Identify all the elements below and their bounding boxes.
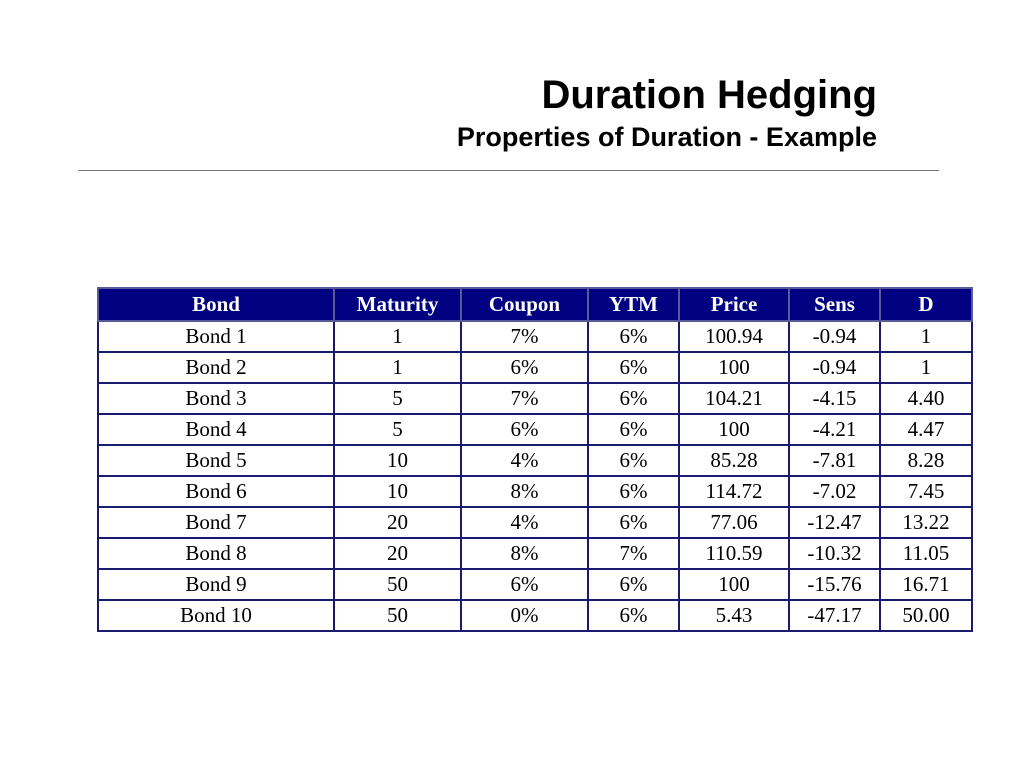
cell-duration: 4.47 — [880, 414, 972, 445]
cell-duration: 7.45 — [880, 476, 972, 507]
cell-ytm: 6% — [588, 507, 679, 538]
table-row — [98, 352, 972, 383]
cell-price: 5.43 — [679, 600, 789, 631]
cell-sens: -0.94 — [789, 321, 880, 352]
cell-coupon: 6% — [461, 414, 588, 445]
header-coupon: Coupon — [461, 288, 588, 321]
table-row — [98, 538, 972, 569]
header-price: Price — [679, 288, 789, 321]
cell-duration: 1 — [880, 321, 972, 352]
header-bond: Bond — [98, 288, 334, 321]
table-row — [98, 445, 972, 476]
cell-sens: -47.17 — [789, 600, 880, 631]
header-row — [98, 288, 972, 321]
header-duration: D — [880, 288, 972, 321]
cell-coupon: 7% — [461, 383, 588, 414]
cell-sens: -4.21 — [789, 414, 880, 445]
cell-maturity: 10 — [334, 445, 461, 476]
cell-sens: -12.47 — [789, 507, 880, 538]
cell-price: 114.72 — [679, 476, 789, 507]
cell-price: 110.59 — [679, 538, 789, 569]
cell-price: 77.06 — [679, 507, 789, 538]
cell-bond: Bond 9 — [98, 569, 334, 600]
cell-sens: -7.81 — [789, 445, 880, 476]
cell-coupon: 4% — [461, 445, 588, 476]
table-row — [98, 414, 972, 445]
cell-price: 100 — [679, 569, 789, 600]
cell-maturity: 20 — [334, 538, 461, 569]
cell-coupon: 7% — [461, 321, 588, 352]
slide-title: Duration Hedging — [541, 73, 877, 117]
cell-price: 85.28 — [679, 445, 789, 476]
cell-ytm: 6% — [588, 600, 679, 631]
cell-maturity: 1 — [334, 321, 461, 352]
cell-bond: Bond 10 — [98, 600, 334, 631]
table-body — [98, 321, 972, 631]
cell-ytm: 6% — [588, 476, 679, 507]
cell-bond: Bond 5 — [98, 445, 334, 476]
cell-ytm: 7% — [588, 538, 679, 569]
cell-duration: 16.71 — [880, 569, 972, 600]
cell-maturity: 50 — [334, 569, 461, 600]
cell-price: 100 — [679, 352, 789, 383]
cell-ytm: 6% — [588, 569, 679, 600]
slide-subtitle: Properties of Duration - Example — [456, 122, 877, 152]
cell-price: 100.94 — [679, 321, 789, 352]
cell-coupon: 8% — [461, 476, 588, 507]
cell-duration: 4.40 — [880, 383, 972, 414]
cell-bond: Bond 2 — [98, 352, 334, 383]
cell-bond: Bond 6 — [98, 476, 334, 507]
bond-duration-table — [97, 287, 973, 632]
header-sens: Sens — [789, 288, 880, 321]
title-divider — [78, 170, 939, 171]
cell-bond: Bond 3 — [98, 383, 334, 414]
table-header — [98, 288, 972, 321]
cell-maturity: 50 — [334, 600, 461, 631]
cell-duration: 50.00 — [880, 600, 972, 631]
title-block — [457, 72, 877, 154]
cell-ytm: 6% — [588, 321, 679, 352]
table-row — [98, 569, 972, 600]
cell-bond: Bond 1 — [98, 321, 334, 352]
cell-bond: Bond 7 — [98, 507, 334, 538]
cell-sens: -15.76 — [789, 569, 880, 600]
table-row — [98, 383, 972, 414]
cell-bond: Bond 4 — [98, 414, 334, 445]
cell-ytm: 6% — [588, 414, 679, 445]
table-row — [98, 507, 972, 538]
cell-ytm: 6% — [588, 352, 679, 383]
cell-maturity: 1 — [334, 352, 461, 383]
cell-coupon: 4% — [461, 507, 588, 538]
cell-maturity: 5 — [334, 414, 461, 445]
cell-maturity: 5 — [334, 383, 461, 414]
cell-ytm: 6% — [588, 383, 679, 414]
table-row — [98, 600, 972, 631]
cell-coupon: 0% — [461, 600, 588, 631]
cell-duration: 1 — [880, 352, 972, 383]
cell-duration: 13.22 — [880, 507, 972, 538]
cell-sens: -7.02 — [789, 476, 880, 507]
cell-price: 104.21 — [679, 383, 789, 414]
table-row — [98, 476, 972, 507]
cell-duration: 8.28 — [880, 445, 972, 476]
cell-maturity: 10 — [334, 476, 461, 507]
header-maturity: Maturity — [334, 288, 461, 321]
cell-coupon: 6% — [461, 569, 588, 600]
cell-duration: 11.05 — [880, 538, 972, 569]
table-row — [98, 321, 972, 352]
cell-maturity: 20 — [334, 507, 461, 538]
cell-sens: -0.94 — [789, 352, 880, 383]
cell-bond: Bond 8 — [98, 538, 334, 569]
cell-coupon: 6% — [461, 352, 588, 383]
cell-coupon: 8% — [461, 538, 588, 569]
cell-sens: -4.15 — [789, 383, 880, 414]
header-ytm: YTM — [588, 288, 679, 321]
cell-price: 100 — [679, 414, 789, 445]
cell-sens: -10.32 — [789, 538, 880, 569]
cell-ytm: 6% — [588, 445, 679, 476]
